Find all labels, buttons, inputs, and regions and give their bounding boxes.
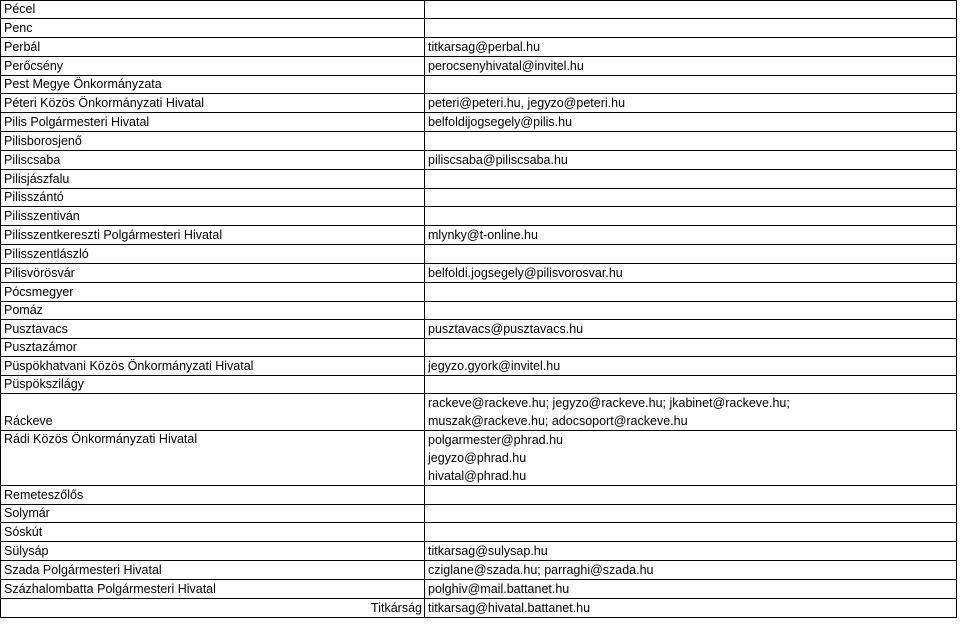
cell-name[interactable] [1,1,425,19]
email-address: jegyzo.gyork@invitel.hu [428,359,561,373]
institution-name: Pilisszentlászló [4,247,89,261]
cell-email[interactable] [425,320,957,339]
cell-name[interactable] [1,245,425,264]
cell-name[interactable] [1,357,425,376]
table-row [1,132,957,151]
table-row [1,207,957,226]
table-row [1,245,957,264]
cell-name[interactable] [1,151,425,170]
cell-email[interactable] [425,189,957,207]
institution-name: Pusztazámor [4,340,77,354]
institution-name: Rádi Közös Önkormányzati Hivatal [4,432,198,446]
table-row [1,339,957,357]
cell-email[interactable] [425,357,957,376]
institution-name: Püspökszilágy [4,377,84,391]
institution-name: Piliscsaba [4,153,61,167]
email-address: titkarsag@hivatal.battanet.hu [428,601,591,615]
table-row [1,76,957,94]
email-address: rackeve@rackeve.hu; jegyzo@rackeve.hu; jkabinet@rackeve.hu; [428,396,790,410]
table-row [1,376,957,394]
institution-name: Pécel [4,2,36,16]
cell-email[interactable] [425,132,957,151]
institution-name: Pilisszentiván [4,209,80,223]
email-address: titkarsag@perbal.hu [428,40,541,54]
table-row [1,523,957,542]
cell-email[interactable] [425,580,957,599]
cell-name[interactable] [1,189,425,207]
institution-name: Solymár [4,506,50,520]
table-row [1,505,957,523]
cell-email[interactable] [425,302,957,320]
institution-name: Pilisszentkereszti Polgármesteri Hivatal [4,228,223,242]
email-address: belfoldi.jogsegely@pilisvorosvar.hu [428,266,623,280]
table-row [1,561,957,580]
table-row [1,283,957,302]
table-row [1,264,957,283]
cell-name[interactable] [1,486,425,505]
institution-name: Penc [4,21,33,35]
cell-email[interactable] [425,38,957,57]
cell-email[interactable] [425,151,957,170]
cell-name[interactable] [1,76,425,94]
email-address: piliscsaba@piliscsaba.hu [428,153,568,167]
institution-name: Szada Polgármesteri Hivatal [4,563,162,577]
table-row [1,542,957,561]
cell-name[interactable] [1,226,425,245]
cell-email[interactable] [425,245,957,264]
email-address: titkarsag@sulysap.hu [428,544,548,558]
cell-name[interactable] [1,19,425,38]
cell-email[interactable] [425,19,957,38]
institution-name: Perőcsény [4,59,64,73]
cell-name[interactable] [1,113,425,132]
institution-name: Remeteszőlős [4,488,84,502]
cell-email[interactable] [425,523,957,542]
table-row [1,1,957,19]
cell-name[interactable] [1,320,425,339]
cell-email[interactable] [425,207,957,226]
cell-name[interactable] [1,170,425,189]
institution-name: Pilis Polgármesteri Hivatal [4,115,150,129]
cell-name[interactable] [1,207,425,226]
institution-name: Pócsmegyer [4,285,74,299]
cell-name[interactable] [1,523,425,542]
cell-email[interactable] [425,505,957,523]
cell-email[interactable] [425,94,957,113]
table-row [1,580,957,599]
cell-email[interactable] [425,226,957,245]
cell-email[interactable] [425,431,957,486]
cell-name[interactable] [1,376,425,394]
table-row [1,320,957,339]
email-address: jegyzo@phrad.hu [428,451,527,465]
table-row [1,486,957,505]
email-address: hivatal@phrad.hu [428,469,527,483]
cell-email[interactable] [425,376,957,394]
email-address: belfoldijogsegely@pilis.hu [428,115,573,129]
table-row [1,170,957,189]
table-body [1,1,957,618]
cell-name[interactable] [1,431,425,486]
email-address: muszak@rackeve.hu; adocsoport@rackeve.hu [428,414,688,428]
table-row [1,151,957,170]
institution-name: Pilisjászfalu [4,172,70,186]
cell-name[interactable] [1,302,425,320]
table-row [1,599,957,618]
institution-name: Ráckeve [4,414,53,428]
institution-name: Pilisvörösvár [4,266,75,280]
institution-name: Pilisszántó [4,190,64,204]
cell-name[interactable] [1,599,425,618]
cell-email[interactable] [425,170,957,189]
cell-email[interactable] [425,113,957,132]
cell-name[interactable] [1,580,425,599]
cell-email[interactable] [425,1,957,19]
table-row [1,431,957,486]
cell-email[interactable] [425,599,957,618]
cell-email[interactable] [425,76,957,94]
institution-name: Perbál [4,40,41,54]
email-address: polgarmester@phrad.hu [428,433,563,447]
cell-email[interactable] [425,486,957,505]
email-address: mlynky@t-online.hu [428,228,538,242]
cell-name[interactable] [1,505,425,523]
prefix-label: Titkárság [371,601,422,615]
cell-name[interactable] [1,38,425,57]
email-address: cziglane@szada.hu; parraghi@szada.hu [428,563,654,577]
cell-name[interactable] [1,94,425,113]
email-address: perocsenyhivatal@invitel.hu [428,59,584,73]
cell-name[interactable] [1,394,425,431]
table-row [1,38,957,57]
cell-name[interactable] [1,132,425,151]
email-address: peteri@peteri.hu, jegyzo@peteri.hu [428,96,626,110]
cell-name[interactable] [1,283,425,302]
table-row [1,94,957,113]
cell-email[interactable] [425,57,957,76]
table-row [1,226,957,245]
cell-email[interactable] [425,339,957,357]
cell-email[interactable] [425,283,957,302]
institution-name: Sülysáp [4,544,49,558]
cell-name[interactable] [1,339,425,357]
table-row [1,19,957,38]
institution-name: Százhalombatta Polgármesteri Hivatal [4,582,216,596]
table-row [1,189,957,207]
cell-name[interactable] [1,264,425,283]
cell-email[interactable] [425,561,957,580]
table-row [1,357,957,376]
cell-email[interactable] [425,542,957,561]
email-address: polghiv@mail.battanet.hu [428,582,570,596]
cell-name[interactable] [1,57,425,76]
institution-name: Pest Megye Önkormányzata [4,77,162,91]
cell-email[interactable] [425,394,957,431]
table-row [1,57,957,76]
institution-name: Sóskút [4,525,43,539]
institution-name: Pomáz [4,303,43,317]
table-row [1,302,957,320]
institution-name: Püspökhatvani Közös Önkormányzati Hivatal [4,359,254,373]
institution-name: Pilisborosjenő [4,134,82,148]
table-row [1,113,957,132]
cell-name[interactable] [1,542,425,561]
cell-email[interactable] [425,264,957,283]
table-row [1,394,957,431]
cell-name[interactable] [1,561,425,580]
institution-name: Pusztavacs [4,322,68,336]
email-address: pusztavacs@pusztavacs.hu [428,322,584,336]
institution-name: Péteri Közös Önkormányzati Hivatal [4,96,205,110]
